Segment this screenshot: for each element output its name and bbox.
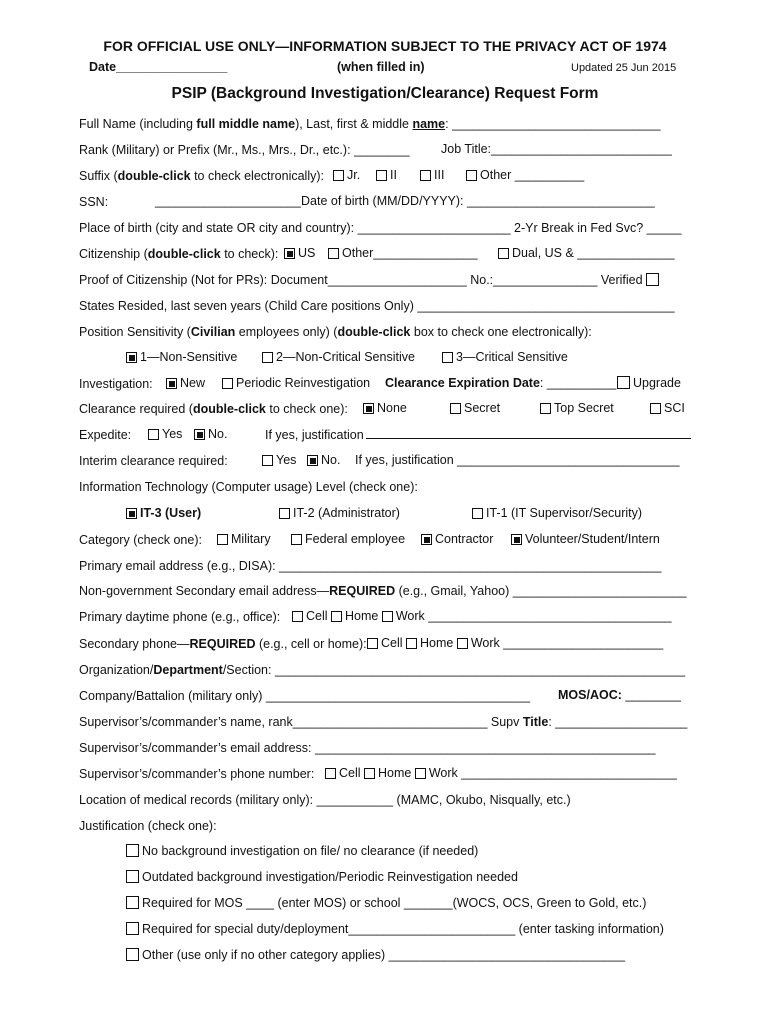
sensitivity-non-critical-option[interactable] — [262, 350, 415, 364]
sensitivity-label-3: box to check one electronically): — [410, 325, 592, 339]
primary-phone-options — [292, 609, 672, 623]
supervisor-phone-work-checkbox[interactable] — [415, 768, 426, 779]
secondary-phone-line[interactable]: _______________________ — [503, 636, 664, 650]
justification-checkbox-2[interactable] — [126, 870, 139, 883]
primary-phone-work-checkbox[interactable] — [382, 611, 393, 622]
supervisor-phone-cell-checkbox[interactable] — [325, 768, 336, 779]
citizenship-dual-option[interactable] — [498, 246, 675, 260]
it3-checkbox[interactable] — [126, 508, 137, 519]
job-title-field[interactable]: Job Title:__________________________ — [441, 142, 672, 156]
clearance-secret-checkbox[interactable] — [450, 403, 461, 414]
critical-sensitive-label: 3—Critical Sensitive — [456, 350, 568, 364]
secondary-phone-label-2: (e.g., cell or home): — [255, 637, 367, 651]
suffix-other-option[interactable] — [466, 168, 584, 182]
category-label: Category (check one): — [79, 533, 202, 547]
secondary-phone-options — [367, 636, 663, 650]
citizenship-label-bold: double-click — [147, 247, 221, 261]
place-of-birth-field[interactable]: Place of birth (city and state OR city and country): ______________________ 2-Yr Break in Fed Svc? _____ — [79, 221, 682, 235]
ssn-label: SSN: — [79, 195, 109, 209]
justification-option-5[interactable] — [126, 948, 625, 962]
supervisor-phone-line[interactable]: _______________________________ — [461, 766, 677, 780]
expedite-no-label: No. — [208, 427, 228, 441]
interim-yes-option[interactable] — [262, 453, 296, 467]
medical-records-field[interactable]: Location of medical records (military only): ___________ (MAMC, Okubo, Nisqually, etc.) — [79, 793, 571, 807]
primary-phone-home-label: Home — [345, 609, 379, 623]
expedite-no-checkbox[interactable] — [194, 429, 205, 440]
citizenship-other-label: Other_______________ — [342, 246, 478, 260]
citizenship-label-2: to check): — [220, 247, 279, 261]
justification-label: Justification (check one): — [79, 819, 217, 833]
full-name-label-bold: full middle name — [196, 117, 296, 131]
suffix-ii-checkbox[interactable] — [376, 170, 387, 181]
secondary-phone-required: REQUIRED — [189, 637, 256, 651]
interim-yes-checkbox[interactable] — [262, 455, 273, 466]
suffix-other-label: Other __________ — [480, 168, 585, 182]
it-level-label: Information Technology (Computer usage) Level (check one): — [79, 480, 418, 494]
clearance-req-label-bold: double-click — [192, 402, 266, 416]
secondary-email-required: REQUIRED — [329, 584, 396, 598]
it1-label: IT-1 (IT Supervisor/Security) — [486, 506, 643, 520]
form-title: PSIP (Background Investigation/Clearance) Request Form — [171, 85, 599, 102]
primary-phone-cell-label: Cell — [306, 609, 328, 623]
sensitivity-non-sensitive-option[interactable] — [126, 350, 237, 364]
sensitivity-label-2: employees only) ( — [235, 325, 338, 339]
upgrade-checkbox[interactable] — [617, 376, 630, 389]
suffix-jr-option[interactable] — [333, 168, 360, 182]
secondary-phone-home-label: Home — [420, 636, 454, 650]
suffix-jr-checkbox[interactable] — [333, 170, 344, 181]
clearance-req-label-2: to check one): — [265, 402, 348, 416]
interim-justification-field[interactable]: If yes, justification ________________________________ — [355, 453, 680, 467]
interim-no-checkbox[interactable] — [307, 455, 318, 466]
expedite-no-option[interactable] — [194, 427, 227, 441]
citizenship-other-checkbox[interactable] — [328, 248, 339, 259]
it1-option[interactable] — [472, 506, 642, 520]
supervisor-name-field[interactable] — [79, 714, 687, 730]
supervisor-phone-options — [325, 766, 677, 780]
full-name-label-2: ), Last, first & middle — [295, 117, 413, 131]
full-name-input-line[interactable]: : ______________________________ — [445, 117, 661, 131]
clearance-sci-label: SCI — [664, 401, 685, 415]
suffix-other-checkbox[interactable] — [466, 170, 477, 181]
citizenship-dual-label: Dual, US & ______________ — [512, 246, 675, 260]
sensitivity-critical-option[interactable] — [442, 350, 568, 364]
justification-label-5: Other (use only if no other category applies) __________________________________ — [142, 948, 626, 962]
clearance-top-secret-option[interactable] — [540, 401, 614, 415]
justification-option-1[interactable] — [126, 844, 478, 858]
primary-phone-home-checkbox[interactable] — [331, 611, 342, 622]
non-sensitive-label: 1—Non-Sensitive — [140, 350, 238, 364]
supervisor-phone-home-checkbox[interactable] — [364, 768, 375, 779]
secondary-phone-work-checkbox[interactable] — [457, 638, 468, 649]
sensitivity-label-bold-1: Civilian — [190, 325, 236, 339]
non-critical-checkbox[interactable] — [262, 352, 273, 363]
org-label-1: Organization/ — [79, 663, 154, 677]
verified-checkbox[interactable] — [646, 273, 659, 286]
expedite-label: Expedite: — [79, 428, 132, 442]
secondary-phone-label-1: Secondary phone— — [79, 637, 190, 651]
category-volunteer-checkbox[interactable] — [511, 534, 522, 545]
suffix-label-2: to check electronically): — [190, 169, 324, 183]
supervisor-phone-cell-label: Cell — [339, 766, 361, 780]
clearance-none-label: None — [377, 401, 407, 415]
category-military-label: Military — [231, 532, 271, 546]
supervisor-phone-work-label: Work — [428, 766, 458, 780]
full-name-label-name: name — [412, 117, 446, 131]
expedite-yes-label: Yes — [162, 427, 183, 441]
suffix-jr-label: Jr. — [347, 168, 361, 182]
citizenship-dual-checkbox[interactable] — [498, 248, 509, 259]
clearance-req-label-1: Clearance required ( — [79, 402, 193, 416]
justification-option-3[interactable] — [126, 896, 646, 910]
secondary-phone-home-checkbox[interactable] — [406, 638, 417, 649]
non-sensitive-checkbox[interactable] — [126, 352, 137, 363]
mos-field[interactable] — [558, 688, 681, 702]
secondary-phone-label — [79, 636, 367, 652]
organization-field[interactable] — [79, 662, 685, 678]
category-federal-option[interactable] — [291, 532, 405, 546]
date-field[interactable]: Date________________ — [89, 60, 228, 74]
clearance-none-checkbox[interactable] — [363, 403, 374, 414]
justification-option-4[interactable] — [126, 922, 664, 936]
justification-checkbox-3[interactable] — [126, 896, 139, 909]
updated-date: Updated 25 Jun 2015 — [571, 62, 677, 74]
justification-checkbox-5[interactable] — [126, 948, 139, 961]
justification-label-1: No background investigation on file/ no clearance (if needed) — [142, 844, 479, 858]
primary-phone-line[interactable]: ___________________________________ — [428, 609, 672, 623]
suffix-label-bold: double-click — [117, 169, 191, 183]
citizenship-us-checkbox[interactable] — [284, 248, 295, 259]
clearance-top-secret-checkbox[interactable] — [540, 403, 551, 414]
suffix-iii-option[interactable] — [420, 168, 444, 182]
supervisor-name-label[interactable]: Supervisor’s/commander’s name, rank____________________________ Supv — [79, 715, 523, 729]
interim-clearance-label: Interim clearance required: — [79, 454, 228, 468]
citizenship-us-option[interactable] — [284, 246, 315, 260]
investigation-periodic-label: Periodic Reinvestigation — [236, 376, 371, 390]
suffix-iii-checkbox[interactable] — [420, 170, 431, 181]
justification-label-3: Required for MOS ____ (enter MOS) or school _______(WOCS, OCS, Green to Gold, etc.) — [142, 896, 647, 910]
mos-line[interactable]: ________ — [625, 688, 681, 702]
clearance-secret-option[interactable] — [450, 401, 500, 415]
citizenship-label: Citizenship ( — [79, 247, 148, 261]
non-critical-label: 2—Non-Critical Sensitive — [276, 350, 415, 364]
primary-phone-label: Primary daytime phone (e.g., office): — [79, 610, 281, 624]
expedite-justification-field[interactable] — [265, 427, 691, 442]
it2-label: IT-2 (Administrator) — [293, 506, 400, 520]
mos-label: MOS/AOC: — [558, 688, 622, 702]
upgrade-label: Upgrade — [633, 376, 681, 390]
proof-of-citizenship-field[interactable] — [79, 272, 662, 288]
category-federal-checkbox[interactable] — [291, 534, 302, 545]
upgrade-option[interactable] — [617, 376, 681, 390]
category-volunteer-option[interactable] — [511, 532, 660, 546]
suffix-row — [79, 168, 324, 184]
it3-label: IT-3 (User) — [140, 506, 202, 520]
org-line[interactable]: /Section: ___________________________________________________________ — [222, 663, 686, 677]
rank-field[interactable] — [79, 142, 410, 158]
clearance-expiration-field[interactable] — [385, 376, 616, 390]
supervisor-email-field[interactable]: Supervisor’s/commander’s email address: _________________________________________________ — [79, 741, 656, 755]
it3-option[interactable] — [126, 506, 201, 520]
category-volunteer-label: Volunteer/Student/Intern — [525, 532, 660, 546]
it2-option[interactable] — [279, 506, 400, 520]
category-contractor-option[interactable] — [421, 532, 493, 546]
position-sensitivity-label — [79, 324, 592, 340]
company-battalion-field[interactable]: Company/Battalion (military only) ______________________________________ — [79, 689, 531, 703]
justification-label-4: Required for special duty/deployment________________________ (enter tasking information) — [142, 922, 664, 936]
category-contractor-label: Contractor — [435, 532, 494, 546]
expedite-yes-option[interactable] — [148, 427, 182, 441]
category-military-checkbox[interactable] — [217, 534, 228, 545]
justification-label-2: Outdated background investigation/Periodic Reinvestigation needed — [142, 870, 518, 884]
supervisor-phone-home-label: Home — [378, 766, 412, 780]
supervisor-title-line[interactable]: : ___________________ — [548, 715, 688, 729]
investigation-periodic-option[interactable] — [222, 376, 370, 390]
investigation-new-label: New — [180, 376, 206, 390]
suffix-ii-label: II — [390, 168, 397, 182]
citizenship-other-option[interactable] — [328, 246, 478, 260]
expedite-justification-label: If yes, justification — [265, 428, 364, 442]
ssn-dob-field[interactable]: _____________________Date of birth (MM/DD/YYYY): ___________________________ — [155, 194, 655, 208]
sensitivity-label-bold-2: double-click — [337, 325, 411, 339]
category-military-option[interactable] — [217, 532, 271, 546]
primary-phone-cell-checkbox[interactable] — [292, 611, 303, 622]
clearance-expiration-line[interactable]: : __________ — [539, 376, 617, 390]
interim-no-label: No. — [321, 453, 341, 467]
it1-checkbox[interactable] — [472, 508, 483, 519]
rank-label[interactable]: Rank (Military) or Prefix (Mr., Ms., Mrs., Dr., etc.): ________ — [79, 143, 410, 157]
justification-checkbox-1[interactable] — [126, 844, 139, 857]
expedite-justification-line[interactable] — [366, 427, 691, 439]
clearance-sci-option[interactable] — [650, 401, 685, 415]
clearance-top-secret-label: Top Secret — [554, 401, 614, 415]
sensitivity-label-1: Position Sensitivity ( — [79, 325, 191, 339]
primary-phone-work-label: Work — [395, 609, 425, 623]
secondary-email-line[interactable]: (e.g., Gmail, Yahoo) _________________________ — [395, 584, 687, 598]
secondary-email-field[interactable] — [79, 583, 687, 599]
it2-checkbox[interactable] — [279, 508, 290, 519]
supervisor-phone-label: Supervisor’s/commander’s phone number: — [79, 767, 315, 781]
justification-option-2[interactable] — [126, 870, 518, 884]
secondary-phone-cell-checkbox[interactable] — [367, 638, 378, 649]
org-label-bold: Department — [153, 663, 223, 677]
critical-sensitive-checkbox[interactable] — [442, 352, 453, 363]
interim-no-option[interactable] — [307, 453, 340, 467]
primary-email-field[interactable]: Primary email address (e.g., DISA): _______________________________________________________ — [79, 559, 662, 573]
clearance-expiration-label: Clearance Expiration Date — [385, 376, 540, 390]
clearance-required-label — [79, 401, 348, 417]
suffix-label: Suffix ( — [79, 169, 118, 183]
category-contractor-checkbox[interactable] — [421, 534, 432, 545]
secondary-phone-work-label: Work — [470, 636, 500, 650]
secondary-phone-cell-label: Cell — [381, 636, 403, 650]
citizenship-us-label: US — [298, 246, 316, 260]
full-name-field[interactable] — [79, 116, 661, 132]
full-name-label: Full Name (including — [79, 117, 197, 131]
expedite-yes-checkbox[interactable] — [148, 429, 159, 440]
proof-label[interactable]: Proof of Citizenship (Not for PRs): Document____________________ No.:_______________ Verified — [79, 273, 643, 287]
justification-checkbox-4[interactable] — [126, 922, 139, 935]
category-federal-label: Federal employee — [305, 532, 406, 546]
investigation-new-checkbox[interactable] — [166, 378, 177, 389]
suffix-ii-option[interactable] — [376, 168, 397, 182]
supervisor-title-label: Title — [522, 715, 549, 729]
states-resided-field[interactable]: States Resided, last seven years (Child Care positions Only) _____________________________________ — [79, 299, 675, 313]
secondary-email-label: Non-government Secondary email address— — [79, 584, 330, 598]
investigation-label: Investigation: — [79, 377, 153, 391]
investigation-new-option[interactable] — [166, 376, 205, 390]
citizenship-row — [79, 246, 278, 262]
clearance-none-option[interactable] — [363, 401, 407, 415]
clearance-sci-checkbox[interactable] — [650, 403, 661, 414]
privacy-act-banner: FOR OFFICIAL USE ONLY—INFORMATION SUBJECT TO THE PRIVACY ACT OF 1974 — [103, 38, 667, 54]
interim-yes-label: Yes — [276, 453, 297, 467]
when-filled-note: (when filled in) — [337, 60, 425, 74]
suffix-iii-label: III — [434, 168, 445, 182]
investigation-periodic-checkbox[interactable] — [222, 378, 233, 389]
clearance-secret-label: Secret — [464, 401, 501, 415]
